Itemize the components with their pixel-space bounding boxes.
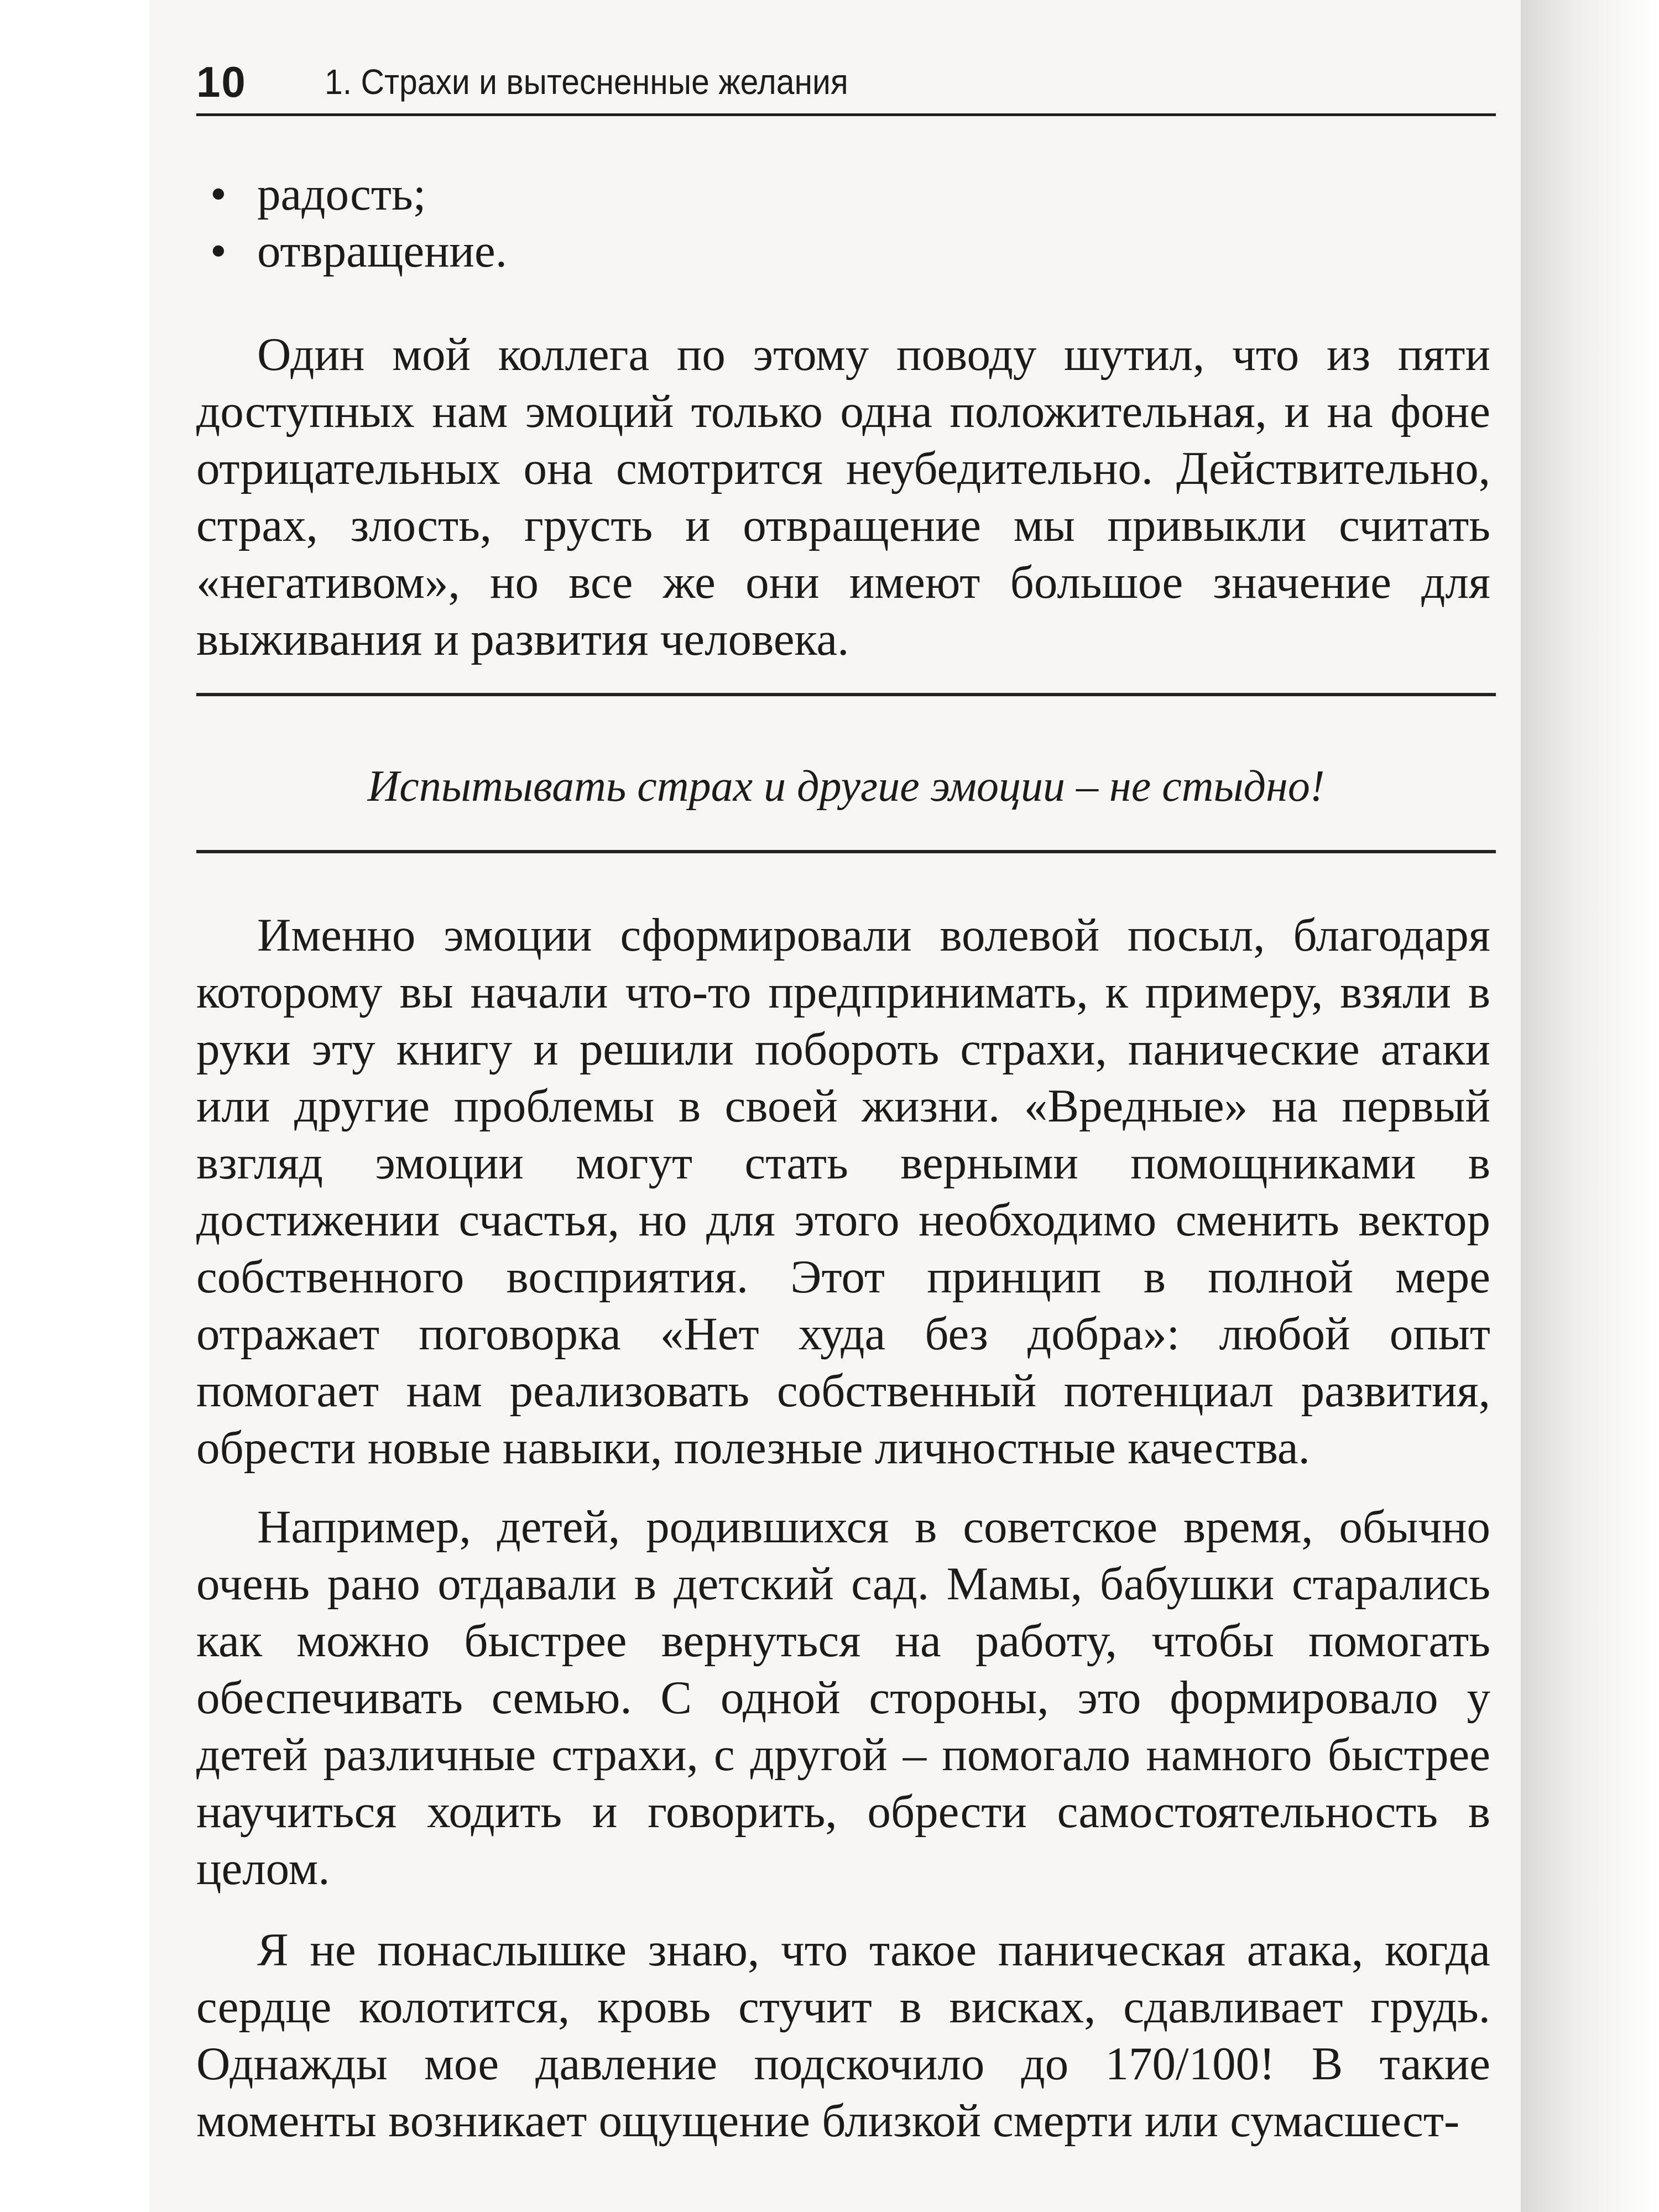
emotion-list: [196, 166, 1490, 280]
bullet-marker: •: [210, 225, 227, 277]
running-header: [196, 53, 1496, 116]
chapter-title: 1. Страхи и вытесненные желания: [325, 62, 848, 102]
list-item: [196, 223, 1490, 280]
list-item-text: радость;: [257, 168, 426, 220]
callout-top-rule: [196, 693, 1496, 696]
list-item: [196, 166, 1490, 223]
page-number: 10: [196, 58, 247, 106]
list-item-text: отвращение.: [257, 225, 508, 277]
paragraph-colleague-joke: Один мой коллега по этому поводу шутил, что из пяти доступных нам эмоций только одна положительная, и на фоне отрицательных она смотрится неубедительно. Действительно, страх, злость, грусть и отвращение мы привыкли считать «негативом», но все же они имеют большое значение для выживания и развития человека.: [196, 328, 1490, 665]
callout-bottom-rule: [196, 850, 1496, 853]
paragraph-panic-attack: Я не понаслышке знаю, что такое паническая атака, когда сердце колотится, кровь стучит в висках, сдавливает грудь. Однажды мое давление подскочило до 170/100! В такие моменты возникает ощущение близкой смерти или сумасшест-: [196, 1924, 1490, 2147]
bullet-marker: •: [210, 168, 227, 220]
paragraph-soviet-children: Например, детей, родившихся в советское время, обычно очень рано отдавали в детский сад. Мамы, бабушки старались как можно быстрее вернуться на работу, чтобы помогать обеспечивать семью. С одной стороны, это формировало у детей различные страхи, с другой – помогало намного быстрее научиться ходить и говорить, обрести самостоятельность в целом.: [196, 1501, 1490, 1895]
paragraph-emotions-will: Именно эмоции сформировали волевой посыл, благодаря которому вы начали что-то предпринимать, к примеру, взяли в руки эту книгу и решили побороть страхи, панические атаки или другие проблемы в своей жизни. «Вредные» на первый взгляд эмоции могут стать верными помощниками в достижении счастья, но для этого необходимо сменить вектор собственного восприятия. Этот принцип в полной мере отражает поговорка «Нет худа без добра»: любой опыт помогает нам реализовать собственный потенциал развития, обрести новые навыки, полезные личностные качества.: [196, 909, 1490, 1474]
callout-text: Испытывать страх и другие эмоции – не стыдно!: [367, 762, 1325, 811]
page-edge-shadow: [1521, 0, 1659, 2212]
